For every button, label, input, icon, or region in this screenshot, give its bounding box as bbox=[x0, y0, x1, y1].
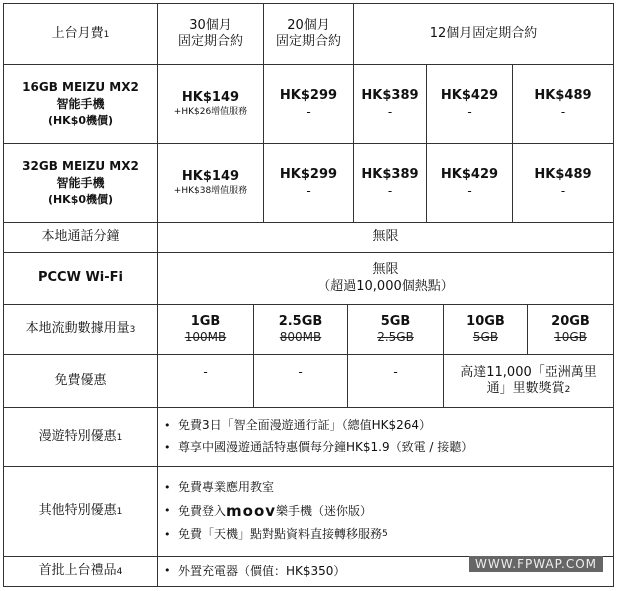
data-usage-label: 本地流動數據用量 bbox=[25, 321, 130, 337]
plan-12-header: 12個月固定期合約 bbox=[353, 4, 613, 64]
price: HK$489 bbox=[534, 167, 592, 183]
product-32gb-cell bbox=[4, 143, 157, 222]
price: HK$389 bbox=[361, 88, 419, 104]
price-cell bbox=[353, 64, 426, 143]
roaming-label-note: 1 bbox=[116, 432, 123, 443]
price-addon: - bbox=[560, 183, 566, 198]
other-offer: 免費「天機」點對點資料直接轉移服務 bbox=[178, 527, 383, 542]
local-calls-value: 無限 bbox=[157, 222, 613, 252]
price-cell bbox=[353, 143, 426, 222]
price-addon: +HK$26增值服務 bbox=[173, 106, 248, 117]
wifi-value-cell bbox=[157, 252, 613, 304]
header-label: 上台月費 bbox=[51, 25, 104, 41]
wifi-label: PCCW Wi-Fi bbox=[4, 252, 157, 304]
list-item bbox=[164, 480, 613, 496]
product-name: 32GB MEIZU MX2 bbox=[22, 158, 139, 173]
miles-offer-cell bbox=[443, 354, 613, 407]
other-offers-note: 1 bbox=[116, 507, 123, 518]
free-offer-dash: - bbox=[253, 354, 347, 407]
bullet: • bbox=[164, 564, 171, 578]
product-name: 16GB MEIZU MX2 bbox=[22, 79, 139, 94]
bullet: • bbox=[164, 504, 171, 518]
miles-offer-note: 2 bbox=[564, 385, 571, 395]
price: HK$489 bbox=[534, 88, 592, 104]
list-item bbox=[164, 418, 613, 434]
header-label-note: 1 bbox=[103, 29, 110, 40]
other-offers-label-cell bbox=[4, 466, 157, 556]
other-offers-label: 其他特別優惠 bbox=[38, 503, 117, 519]
data-new: 10GB bbox=[466, 313, 505, 329]
data-usage-label-cell bbox=[4, 304, 157, 354]
price-cell bbox=[426, 143, 512, 222]
price-addon: +HK$38增值服務 bbox=[173, 185, 248, 196]
gift-label: 首批上台禮品 bbox=[38, 563, 117, 579]
roaming-label: 漫遊特別優惠 bbox=[38, 428, 117, 444]
product-type: 智能手機 bbox=[56, 97, 105, 112]
data-cell bbox=[443, 304, 527, 354]
price: HK$429 bbox=[440, 88, 499, 104]
bullet: • bbox=[164, 419, 171, 433]
data-usage-note: 3 bbox=[129, 325, 136, 336]
price-addon: - bbox=[560, 104, 566, 119]
bullet: • bbox=[164, 527, 171, 541]
price-cell bbox=[512, 143, 613, 222]
data-old: 10GB bbox=[554, 330, 587, 345]
roaming-label-cell bbox=[4, 407, 157, 466]
price-cell bbox=[512, 64, 613, 143]
list-item bbox=[164, 502, 613, 522]
watermark: WWW.FPWAP.COM bbox=[469, 556, 603, 572]
bullet: • bbox=[164, 480, 171, 494]
price-cell bbox=[263, 64, 353, 143]
price: HK$299 bbox=[279, 88, 338, 104]
product-type: 智能手機 bbox=[56, 176, 105, 191]
list-item bbox=[164, 440, 613, 456]
data-new: 2.5GB bbox=[278, 313, 323, 329]
product-price-note: (HK$0機價) bbox=[47, 114, 114, 128]
data-old: 5GB bbox=[472, 330, 499, 345]
other-offer: 免費專業應用教室 bbox=[178, 480, 275, 495]
price-cell bbox=[426, 64, 512, 143]
price-addon: - bbox=[467, 183, 472, 198]
wifi-hotspots: （超過10,000個熱點） bbox=[317, 278, 454, 294]
price-addon: - bbox=[306, 183, 311, 198]
roaming-offer: 尊享中國漫遊通話特惠價每分鐘HK$1.9（致電 / 接聽） bbox=[178, 440, 474, 454]
free-offer-dash: - bbox=[347, 354, 443, 407]
data-cell bbox=[347, 304, 443, 354]
roaming-offer: 免費3日「智全面漫遊通行証」（總值HK$264） bbox=[178, 418, 432, 433]
bullet: • bbox=[164, 440, 171, 454]
list-item bbox=[164, 527, 613, 543]
free-offers-label: 免費優惠 bbox=[4, 354, 157, 407]
price-addon: - bbox=[467, 104, 472, 119]
other-offers-list bbox=[157, 466, 613, 556]
wifi-value: 無限 bbox=[372, 262, 399, 278]
data-cell bbox=[157, 304, 253, 354]
local-calls-label: 本地通話分鐘 bbox=[4, 222, 157, 252]
gift-item: 外置充電器（價值：HK$350） bbox=[178, 563, 346, 578]
data-new: 20GB bbox=[551, 313, 590, 329]
data-old: 800MB bbox=[279, 330, 322, 345]
other-offer-note: 5 bbox=[382, 529, 388, 540]
header-label-cell bbox=[4, 4, 157, 64]
data-new: 1GB bbox=[190, 313, 221, 329]
price-addon: - bbox=[387, 183, 393, 198]
price-cell bbox=[157, 64, 263, 143]
miles-offer-line2: 通」里數獎賞 bbox=[486, 381, 565, 396]
data-cell bbox=[253, 304, 347, 354]
price-addon: - bbox=[306, 104, 311, 119]
free-offer-dash: - bbox=[157, 354, 253, 407]
plan-30-header: 30個月 固定期合約 bbox=[157, 4, 263, 64]
price: HK$389 bbox=[361, 167, 419, 183]
price: HK$299 bbox=[279, 167, 338, 183]
product-price-note: (HK$0機價) bbox=[47, 193, 114, 207]
other-offer: 免費登入 bbox=[178, 503, 227, 518]
gift-label-note: 4 bbox=[116, 567, 123, 578]
plan-20-header: 20個月 固定期合約 bbox=[263, 4, 353, 64]
gift-label-cell bbox=[4, 556, 157, 586]
product-16gb-cell bbox=[4, 64, 157, 143]
price-cell bbox=[263, 143, 353, 222]
price-cell bbox=[157, 143, 263, 222]
price-addon: - bbox=[387, 104, 393, 119]
other-offer: 樂手機（迷你版） bbox=[276, 503, 373, 518]
data-cell bbox=[527, 304, 613, 354]
price: HK$429 bbox=[440, 167, 499, 183]
price: HK$149 bbox=[181, 90, 240, 106]
data-old: 2.5GB bbox=[377, 330, 414, 345]
moov-logo: moov bbox=[226, 501, 277, 520]
data-new: 5GB bbox=[380, 313, 411, 329]
roaming-offers-list bbox=[157, 407, 613, 466]
miles-offer-line1: 高達11,000「亞洲萬里 bbox=[460, 364, 597, 380]
data-old: 100MB bbox=[184, 330, 227, 345]
plan-table bbox=[3, 3, 614, 587]
price: HK$149 bbox=[181, 169, 240, 185]
